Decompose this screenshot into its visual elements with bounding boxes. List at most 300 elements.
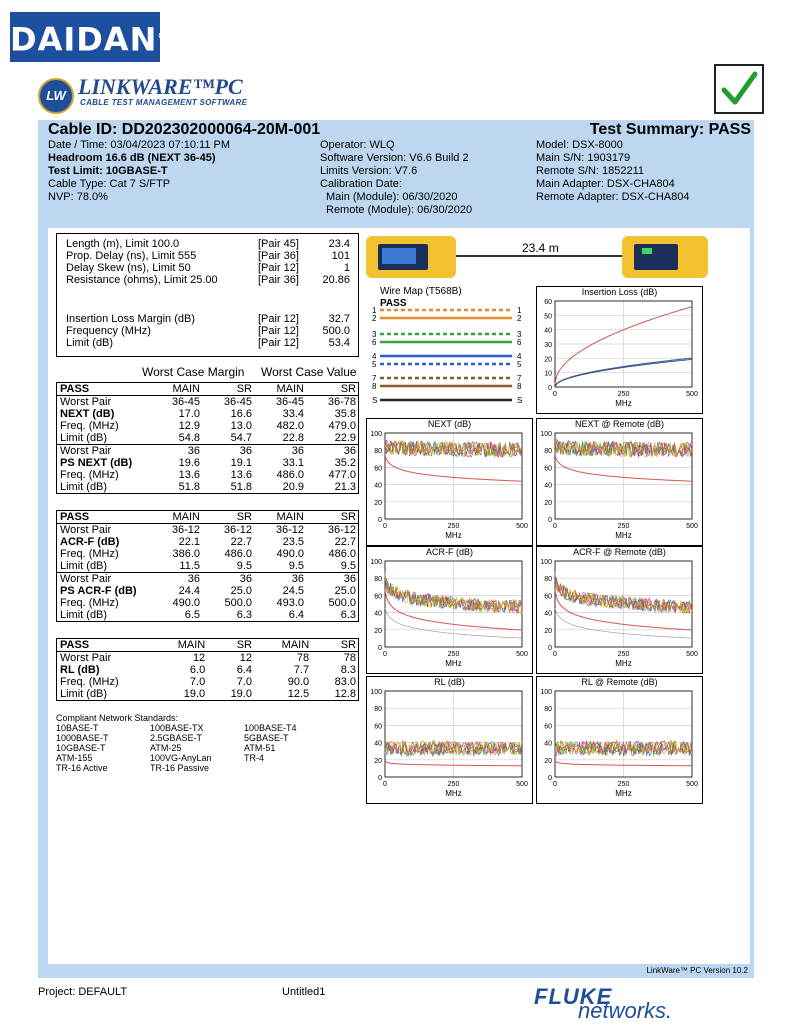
y-tick-label: 20	[374, 499, 382, 507]
summary-value: 500.0	[322, 325, 350, 337]
date-time: Date / Time: 03/04/2023 07:10:11 PM	[48, 139, 231, 151]
summary-table	[63, 238, 353, 349]
x-axis-label: MHz	[615, 659, 632, 668]
x-tick-label: 250	[617, 651, 630, 658]
table-cell: 22.1	[178, 536, 200, 548]
table-cell: 36	[151, 445, 203, 458]
worst-value-heading: Worst Case Value	[261, 365, 357, 379]
summary-label: Resistance (ohms), Limit 25.00	[66, 274, 218, 286]
y-tick-label: 50	[544, 313, 552, 321]
remote-tester-icon	[622, 236, 708, 278]
summary-row	[63, 250, 353, 262]
y-tick-label: 60	[374, 593, 382, 601]
standard-item: TR-4	[244, 753, 264, 763]
table-header-cell: SR	[203, 511, 255, 524]
remote-adapter: Remote Adapter: DSX-CHA804	[536, 191, 690, 203]
measurement-table-2	[56, 510, 359, 622]
next-plot	[367, 419, 532, 545]
y-tick-label: 0	[548, 775, 552, 782]
summary-pair: [Pair 45]	[257, 238, 299, 250]
table-cell: 479.0	[328, 420, 356, 432]
row-label: RL (dB)	[60, 664, 100, 676]
y-tick-label: 100	[540, 559, 552, 566]
table-cell: 486.0	[328, 548, 356, 560]
summary-row	[63, 262, 353, 274]
y-tick-label: 20	[544, 499, 552, 507]
x-axis-label: MHz	[615, 531, 632, 540]
summary-value: 101	[331, 250, 350, 262]
acrf-remote-plot	[537, 547, 702, 673]
standard-item: ATM-25	[150, 743, 182, 753]
x-tick-label: 500	[686, 781, 698, 788]
y-tick-label: 60	[544, 593, 552, 601]
table-header-cell: MAIN	[255, 511, 307, 524]
y-tick-label: 40	[374, 610, 382, 618]
rl-chart	[366, 676, 533, 804]
header-col1	[48, 139, 308, 204]
table-cell: 36-12	[223, 524, 252, 536]
table-cell: 33.4	[282, 408, 304, 420]
standards-grid	[56, 723, 356, 773]
version: LinkWare™ PC Version 10.2	[646, 966, 748, 975]
operator: Operator: WLQ	[320, 139, 395, 151]
table-row	[57, 457, 359, 469]
table-cell: 22.9	[334, 432, 356, 444]
summary-pair: [Pair 36]	[257, 250, 299, 262]
summary-label: Insertion Loss Margin (dB)	[66, 313, 195, 325]
software-version: Software Version: V6.6 Build 2	[320, 152, 469, 164]
x-tick-label: 500	[516, 523, 528, 530]
table-cell: 33.1	[282, 457, 304, 469]
x-tick-label: 0	[383, 781, 387, 788]
row-label: PS ACR-F (dB)	[60, 585, 137, 597]
worst-margin-heading: Worst Case Margin	[142, 365, 245, 379]
remote-module-date: Remote (Module): 06/30/2020	[326, 204, 473, 216]
chart-title: RL (dB)	[434, 677, 465, 687]
table-cell: 36-45	[223, 396, 252, 408]
table-header-cell: MAIN	[151, 639, 208, 652]
x-tick-label: 500	[516, 651, 528, 658]
y-tick-label: 100	[540, 431, 552, 438]
summary-pair: [Pair 12]	[257, 313, 299, 325]
table-cell: 21.3	[334, 481, 356, 493]
main-sn: Main S/N: 1903179	[536, 152, 631, 164]
pin-label: 5	[517, 360, 522, 369]
table-cell: 35.2	[334, 457, 356, 469]
standard-item	[244, 763, 338, 773]
model: Model: DSX-8000	[536, 139, 623, 151]
table-cell: 36	[307, 573, 359, 586]
pin-label: 5	[372, 360, 377, 369]
table-cell: 19.0	[183, 688, 206, 700]
table-row	[57, 445, 359, 458]
table-cell: 36	[203, 445, 255, 458]
standard-item: 100BASE-T4	[244, 723, 297, 733]
table-cell: 22.7	[230, 536, 252, 548]
chart-title: Insertion Loss (dB)	[581, 287, 658, 297]
table-row	[57, 609, 359, 621]
y-tick-label: 10	[544, 370, 552, 378]
chart-title: RL @ Remote (dB)	[581, 677, 658, 687]
pin-label: 3	[372, 330, 377, 339]
cable-line	[456, 255, 622, 257]
pin-label: 6	[517, 338, 522, 347]
standard-item: 100VG-AnyLan	[150, 753, 212, 763]
table-cell: 6.3	[236, 609, 252, 621]
table-cell: 500.0	[224, 597, 252, 609]
chart-title: NEXT (dB)	[427, 419, 472, 429]
table-row	[57, 408, 359, 420]
standard-item: 1000BASE-T	[56, 733, 109, 743]
standards	[56, 713, 356, 773]
y-tick-label: 60	[544, 299, 552, 306]
y-tick-label: 60	[544, 465, 552, 473]
test-limit: Test Limit: 10GBASE-T	[48, 165, 168, 177]
y-tick-label: 0	[548, 517, 552, 524]
insertion-loss-plot	[537, 287, 702, 413]
row-label: Worst Pair	[60, 396, 112, 408]
table-cell: 23.5	[282, 536, 304, 548]
pin-label: 4	[372, 352, 377, 361]
table-row	[57, 585, 359, 597]
standard-item: ATM-51	[244, 743, 276, 753]
x-tick-label: 500	[516, 781, 528, 788]
table-row	[57, 597, 359, 609]
table-row	[57, 469, 359, 481]
x-axis-label: MHz	[445, 789, 462, 798]
summary-box	[56, 233, 359, 357]
y-tick-label: 80	[374, 576, 382, 584]
summary-pair: [Pair 36]	[257, 274, 299, 286]
table-row	[57, 536, 359, 548]
table-cell: 17.0	[178, 408, 200, 420]
next-chart	[366, 418, 533, 546]
table-cell: 8.3	[340, 664, 356, 676]
table-cell: 36-12	[275, 524, 304, 536]
x-tick-label: 0	[383, 651, 387, 658]
y-tick-label: 60	[374, 723, 382, 731]
length-display: 23.4 m	[522, 241, 559, 255]
table-cell: 83.0	[334, 676, 356, 688]
table-cell: 7.0	[189, 676, 206, 688]
table-row	[57, 573, 359, 586]
y-tick-label: 40	[544, 610, 552, 618]
daidan-logo	[10, 12, 169, 62]
table-cell: 36-12	[171, 524, 200, 536]
table-row	[57, 432, 359, 445]
x-tick-label: 0	[553, 651, 557, 658]
x-tick-label: 0	[553, 781, 557, 788]
x-tick-label: 250	[447, 523, 460, 530]
y-tick-label: 20	[544, 356, 552, 364]
table-cell: 35.8	[334, 408, 356, 420]
limits-version: Limits Version: V7.6	[320, 165, 418, 177]
table-cell: 6.5	[184, 609, 200, 621]
pin-label: 4	[517, 352, 522, 361]
table-cell: 12.5	[287, 688, 310, 700]
table-cell: 386.0	[172, 548, 200, 560]
x-tick-label: 250	[447, 651, 460, 658]
y-tick-label: 60	[374, 465, 382, 473]
table-cell: 6.0	[189, 664, 206, 676]
chart-title: NEXT @ Remote (dB)	[575, 419, 664, 429]
table-cell: 7.0	[236, 676, 252, 688]
table-cell: 6.4	[236, 664, 252, 676]
table-cell: 51.8	[230, 481, 252, 493]
table-cell: 6.4	[288, 609, 304, 621]
summary-label: Prop. Delay (ns), Limit 555	[66, 250, 197, 262]
table-header-cell: SR	[307, 511, 359, 524]
standards-title: Compliant Network Standards:	[56, 713, 179, 723]
cable-type: Cable Type: Cat 7 S/FTP	[48, 178, 171, 190]
insertion-loss-chart	[536, 286, 703, 414]
table-cell: 12.9	[178, 420, 200, 432]
table-cell: 36	[203, 573, 255, 586]
y-tick-label: 20	[544, 627, 552, 635]
y-tick-label: 80	[374, 706, 382, 714]
y-tick-label: 80	[544, 448, 552, 456]
row-label: Limit (dB)	[60, 432, 108, 444]
summary-pair: [Pair 12]	[257, 262, 299, 274]
x-tick-label: 250	[447, 781, 460, 788]
x-tick-label: 500	[686, 391, 698, 398]
table-cell: 24.5	[282, 585, 304, 597]
pin-label: 7	[372, 374, 377, 383]
table-cell: 13.6	[230, 469, 252, 481]
row-label: ACR-F (dB)	[60, 536, 120, 548]
summary-label: Length (m), Limit 100.0	[66, 238, 180, 250]
x-axis-label: MHz	[615, 789, 632, 798]
nvp: NVP: 78.0%	[48, 191, 108, 203]
pin-label: 2	[372, 314, 377, 323]
table-cell: 25.0	[334, 585, 356, 597]
table-cell: 486.0	[224, 548, 252, 560]
table-cell: 500.0	[328, 597, 356, 609]
table-row	[57, 420, 359, 432]
table-cell: 36-45	[171, 396, 200, 408]
table-cell: 490.0	[172, 597, 200, 609]
summary-row	[63, 274, 353, 286]
table-header-cell: SR	[312, 639, 359, 652]
chart-title: ACR-F @ Remote (dB)	[573, 547, 666, 557]
remote-sn: Remote S/N: 1852211	[536, 165, 645, 177]
pin-label: 1	[372, 306, 377, 315]
standard-item: 100BASE-TX	[150, 723, 204, 733]
header-col2	[320, 139, 520, 217]
standard-item: 10BASE-T	[56, 723, 99, 733]
wire-map	[366, 286, 532, 413]
table-header-cell: MAIN	[151, 511, 203, 524]
table-header-cell: PASS	[57, 511, 151, 524]
table-cell: 25.0	[230, 585, 252, 597]
acrf-chart	[366, 546, 533, 674]
table-header-cell: SR	[203, 383, 255, 396]
daidan-logo-text: DAIDAN	[10, 20, 158, 59]
row-label: PS NEXT (dB)	[60, 457, 133, 469]
y-tick-label: 40	[544, 740, 552, 748]
linkware-subtitle: CABLE TEST MANAGEMENT SOFTWARE	[80, 98, 248, 107]
measurement-table-1	[56, 382, 359, 494]
table-row	[57, 524, 359, 537]
table-cell: 9.5	[288, 560, 304, 572]
row-label: Freq. (MHz)	[60, 420, 119, 432]
table-cell: 19.6	[178, 457, 200, 469]
table-cell: 6.3	[340, 609, 356, 621]
table-cell: 19.1	[230, 457, 252, 469]
table-cell: 54.8	[178, 432, 200, 444]
file-name: Untitled1	[282, 986, 326, 998]
table-cell: 24.4	[178, 585, 200, 597]
pin-label: 1	[517, 306, 522, 315]
table-cell: 493.0	[276, 597, 304, 609]
rl-plot	[367, 677, 532, 803]
table-cell: 51.8	[178, 481, 200, 493]
registered-mark: ®	[157, 31, 169, 42]
table-cell: 12	[192, 652, 206, 664]
table-cell: 9.5	[340, 560, 356, 572]
summary-value: 32.7	[328, 313, 350, 325]
y-tick-label: 40	[374, 482, 382, 490]
y-tick-label: 100	[540, 689, 552, 696]
y-tick-label: 20	[374, 627, 382, 635]
rl-remote-chart	[536, 676, 703, 804]
x-axis-label: MHz	[615, 399, 632, 408]
table-cell: 20.9	[282, 481, 304, 493]
table-cell: 78	[343, 652, 356, 664]
summary-pair: [Pair 12]	[257, 337, 299, 349]
summary-value: 20.86	[322, 274, 350, 286]
table-cell: 12.8	[334, 688, 356, 700]
project: Project: DEFAULT	[38, 986, 128, 998]
table-row	[57, 548, 359, 560]
table-cell: 490.0	[276, 548, 304, 560]
table-cell: 11.5	[179, 560, 200, 572]
main-tester-icon	[366, 236, 456, 278]
y-tick-label: 20	[544, 757, 552, 765]
linkware-badge-icon: LW	[38, 78, 74, 114]
row-label: Limit (dB)	[60, 481, 108, 493]
table-cell: 7.7	[293, 664, 310, 676]
header-col3	[536, 139, 746, 204]
table-cell: 90.0	[287, 676, 310, 688]
x-tick-label: 0	[553, 391, 557, 398]
table-header-cell: MAIN	[255, 639, 312, 652]
row-label: Freq. (MHz)	[60, 469, 119, 481]
table-row	[57, 560, 359, 573]
acrf-plot	[367, 547, 532, 673]
next-remote-chart	[536, 418, 703, 546]
pin-label: S	[517, 396, 523, 405]
pin-label: 7	[517, 374, 522, 383]
y-tick-label: 100	[370, 559, 382, 566]
table-header-cell: MAIN	[151, 383, 203, 396]
row-label: Worst Pair	[60, 652, 112, 664]
pin-label: 8	[372, 382, 377, 391]
x-axis-label: MHz	[445, 531, 462, 540]
table-cell: 36-78	[327, 396, 356, 408]
wiremap-title: Wire Map (T568B)	[380, 286, 462, 297]
table-cell: 9.5	[236, 560, 252, 572]
table-row	[57, 664, 359, 676]
y-tick-label: 80	[544, 576, 552, 584]
y-tick-label: 0	[378, 517, 382, 524]
rl-remote-plot	[537, 677, 702, 803]
summary-row	[63, 337, 353, 349]
table-cell: 477.0	[328, 469, 356, 481]
table-cell: 36-12	[327, 524, 356, 536]
pin-label: 6	[372, 338, 377, 347]
linkware-title: LINKWARE™PC	[78, 74, 243, 99]
table-cell: 36	[307, 445, 359, 458]
standard-item: 5GBASE-T	[244, 733, 289, 743]
standard-item: ATM-155	[56, 753, 93, 763]
wiremap-result: PASS	[380, 298, 407, 309]
test-summary: Test Summary: PASS	[589, 121, 751, 138]
row-label: Freq. (MHz)	[60, 676, 119, 688]
pin-label: 2	[517, 314, 522, 323]
x-tick-label: 0	[383, 523, 387, 530]
table-cell: 54.7	[230, 432, 252, 444]
standard-item: TR-16 Active	[56, 763, 108, 773]
headroom: Headroom 16.6 dB (NEXT 36-45)	[48, 152, 216, 164]
chart-title: ACR-F (dB)	[426, 547, 473, 557]
row-label: Limit (dB)	[60, 560, 108, 572]
row-label: Worst Pair	[57, 445, 151, 458]
y-tick-label: 80	[544, 706, 552, 714]
row-label: Freq. (MHz)	[60, 597, 119, 609]
y-tick-label: 40	[544, 482, 552, 490]
table-header-cell: SR	[307, 383, 359, 396]
y-tick-label: 100	[370, 689, 382, 696]
calibration-date: Calibration Date:	[320, 178, 402, 190]
summary-row	[63, 325, 353, 337]
table-cell: 22.7	[334, 536, 356, 548]
table-header-cell: SR	[208, 639, 255, 652]
y-tick-label: 80	[374, 448, 382, 456]
wiremap-graphic	[366, 286, 532, 413]
y-tick-label: 60	[544, 723, 552, 731]
x-tick-label: 250	[617, 781, 630, 788]
x-tick-label: 0	[553, 523, 557, 530]
pass-check-icon	[714, 64, 764, 114]
table-cell: 482.0	[276, 420, 304, 432]
summary-value: 1	[343, 262, 350, 274]
x-tick-label: 500	[686, 523, 698, 530]
pin-label: 3	[517, 330, 522, 339]
y-tick-label: 40	[544, 327, 552, 335]
x-tick-label: 250	[617, 391, 630, 398]
pin-label: S	[372, 396, 378, 405]
table-cell: 36	[255, 573, 307, 586]
table-row	[57, 676, 359, 688]
table-cell: 36	[255, 445, 307, 458]
summary-label: Frequency (MHz)	[66, 325, 151, 337]
acrf-remote-chart	[536, 546, 703, 674]
table-row	[57, 652, 359, 665]
table-cell: 13.0	[230, 420, 252, 432]
y-tick-label: 20	[374, 757, 382, 765]
x-tick-label: 500	[686, 651, 698, 658]
table-cell: 19.0	[230, 688, 252, 700]
y-tick-label: 0	[378, 775, 382, 782]
table-cell: 36	[151, 573, 203, 586]
table-row	[57, 688, 359, 700]
table-header-cell: PASS	[57, 639, 151, 652]
summary-label: Limit (dB)	[66, 337, 114, 349]
main-adapter: Main Adapter: DSX-CHA804	[536, 178, 675, 190]
table-cell: 16.6	[230, 408, 252, 420]
table-header-cell: PASS	[57, 383, 151, 396]
